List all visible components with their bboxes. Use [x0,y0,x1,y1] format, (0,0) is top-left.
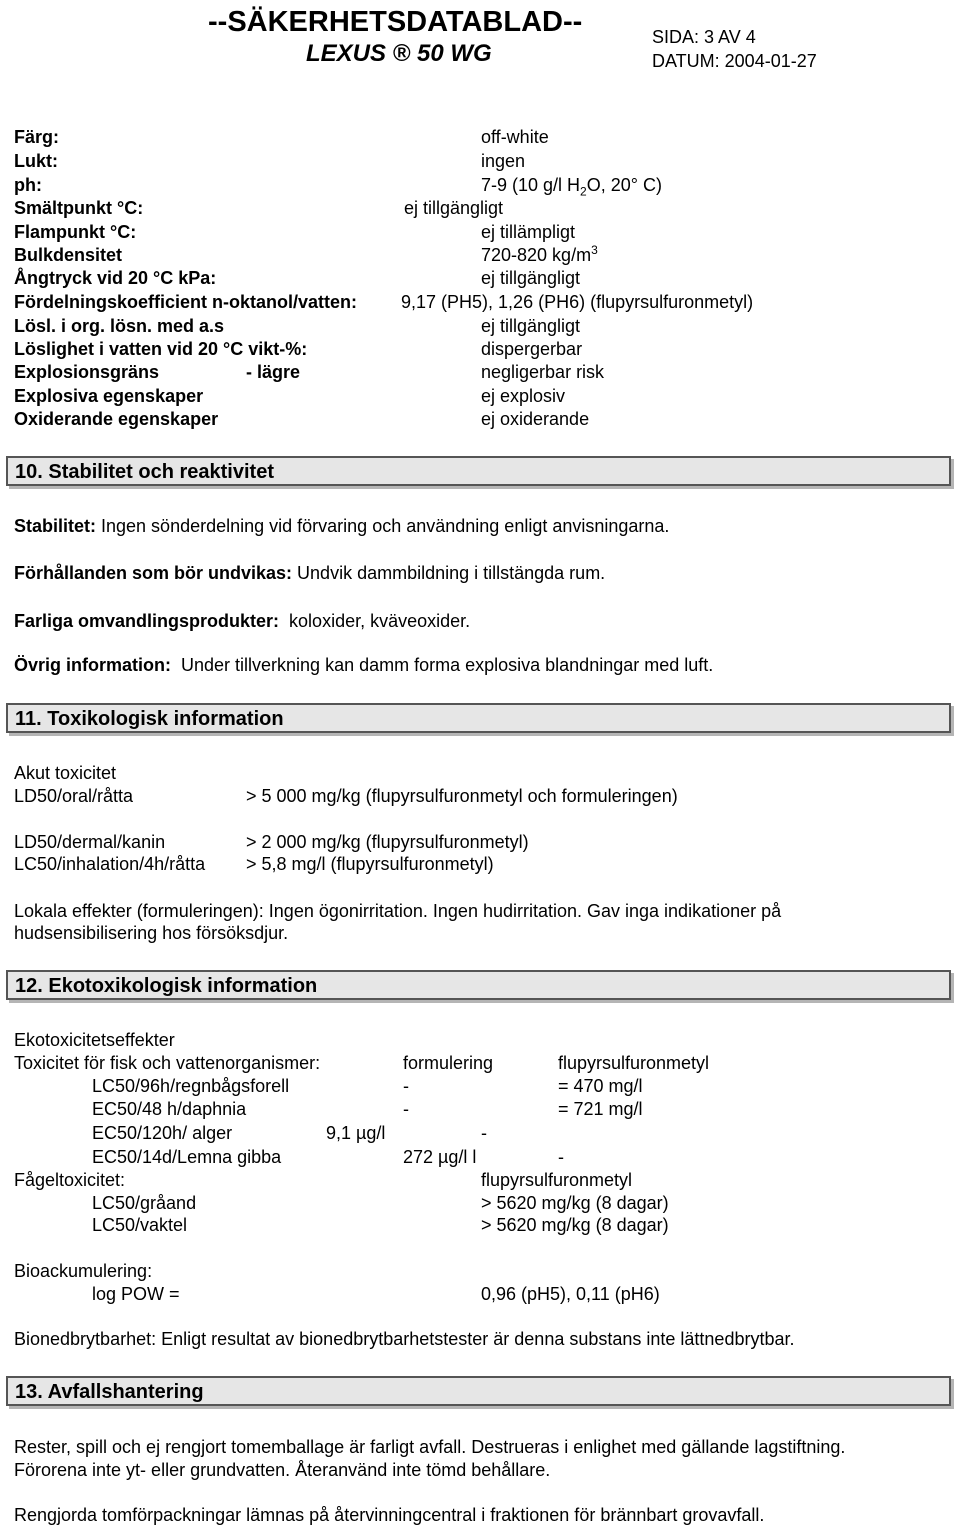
property-value: off-white [481,127,549,147]
property-value: ej tillgängligt [404,198,504,218]
tox-label: LD50/dermal/kanin [14,832,166,852]
property-label: Löslighet i vatten vid 20 °C vikt-%: [14,339,308,359]
property-label: ph: [14,175,42,195]
local-effects-line: Lokala effekter (formuleringen): Ingen ögonirritation. Ingen hudirritation. Gav inga indikationer på [14,901,782,921]
biodegradability-line: Bionedbrytbarhet: Enligt resultat av bionedbrytbarhetstester är denna substans inte lättnedbrytbar. [14,1329,795,1349]
property-value: 7-9 (10 g/l $H_2O$, 20° C) [481,175,662,199]
page-number: SIDA: 3 AV 4 [652,27,756,47]
bird-label: LC50/vaktel [92,1215,188,1235]
property-label: Explosiva egenskaper [14,386,204,406]
section-heading: 10. Stabilitet och reaktivitet [15,461,274,483]
section-11-header [6,703,951,733]
log-pow-label: log POW = [92,1284,180,1304]
property-value: negligerbar risk [481,362,605,382]
stability-line: Stabilitet: Ingen sönderdelning vid förvaring och användning enligt anvisningarna. [14,516,670,536]
property-label: Ångtryck vid 20 °C kPa: [14,268,217,288]
aquatic-formulation: 9,1 µg/l [326,1123,386,1143]
property-value: ingen [481,151,526,171]
conditions-to-avoid-line: Förhållanden som bör undvikas: Undvik dammbildning i tillstängda rum. [14,563,606,583]
aquatic-substance: = 721 mg/l [558,1099,643,1119]
fish-toxicity-label: Toxicitet för fisk och vattenorganismer: [14,1053,321,1073]
bird-value: > 5620 mg/kg (8 dagar) [481,1215,669,1235]
property-value: ej explosiv [481,386,566,406]
log-pow-value: 0,96 (pH5), 0,11 (pH6) [481,1284,660,1304]
property-label: Explosionsgräns [14,362,160,382]
aquatic-label: EC50/120h/ alger [92,1123,233,1143]
acute-toxicity-heading: Akut toxicitet [14,763,117,783]
tox-label: LD50/oral/råtta [14,786,134,806]
other-information-line: Övrig information: Under tillverkning kan damm forma explosiva blandningar med luft. [14,655,714,675]
property-label: Lukt: [14,151,58,171]
local-effects-line: hudsensibilisering hos försöksdjur. [14,923,289,943]
tox-value: > 2 000 mg/kg (flupyrsulfuronmetyl) [246,832,529,852]
column-header-formulation: formulering [403,1053,494,1073]
section-13-header [6,1376,951,1406]
column-header-substance: flupyrsulfuronmetyl [558,1053,710,1073]
bioaccumulation-label: Bioackumulering: [14,1261,153,1281]
hazardous-products-line: Farliga omvandlingsprodukter: koloxider, kväveoxider. [14,611,471,631]
property-label: Färg: [14,127,59,147]
property-value: 720-820 $kg/m^3$ [481,243,598,265]
property-value: ej tillämpligt [481,222,576,242]
aquatic-formulation: - [403,1099,409,1119]
aquatic-substance: = 470 mg/l [558,1076,643,1096]
section-heading: 13. Avfallshantering [15,1381,204,1403]
property-label: Lösl. i org. lösn. med a.s [14,316,225,336]
property-value: ej tillgängligt [481,268,581,288]
tox-label: LC50/inhalation/4h/råtta [14,854,206,874]
aquatic-substance: - [558,1147,564,1167]
bird-value: > 5620 mg/kg (8 dagar) [481,1193,669,1213]
product-name: LEXUS ® 50 WG [306,40,492,67]
document-title: --SÄKERHETSDATABLAD-- [208,6,583,38]
section-heading: 12. Ekotoxikologisk information [15,975,318,997]
section-10-header [6,456,951,486]
bird-toxicity-label: Fågeltoxicitet: [14,1170,126,1190]
tox-value: > 5,8 mg/l (flupyrsulfuronmetyl) [246,854,494,874]
aquatic-label: EC50/14d/Lemna gibba [92,1147,282,1167]
property-label-qualifier: - lägre [246,362,301,382]
section-heading: 11. Toxikologisk information [15,708,284,730]
property-label: Oxiderande egenskaper [14,409,219,429]
property-value: 9,17 (PH5), 1,26 (PH6) (flupyrsulfuronmetyl) [401,292,754,312]
ecotox-heading: Ekotoxicitetseffekter [14,1030,175,1050]
property-label: Smältpunkt °C: [14,198,144,218]
waste-line: Rengjorda tomförpackningar lämnas på återvinningcentral i fraktionen för brännbart grovavfall. [14,1505,765,1525]
waste-line: Rester, spill och ej rengjort tomemballage är farligt avfall. Destrueras i enlighet med gällande lagstiftning. [14,1437,846,1457]
bird-label: LC50/gråand [92,1193,197,1213]
aquatic-label: LC50/96h/regnbågsforell [92,1076,290,1096]
property-label: Flampunkt °C: [14,222,137,242]
section-12-header [6,970,951,1000]
waste-line: Förorena inte yt- eller grundvatten. Återanvänd inte tömd behållare. [14,1460,551,1480]
property-value: ej tillgängligt [481,316,581,336]
aquatic-substance: - [481,1123,487,1143]
tox-value: > 5 000 mg/kg (flupyrsulfuronmetyl och formuleringen) [246,786,678,806]
aquatic-label: EC50/48 h/daphnia [92,1099,247,1119]
document-date: DATUM: 2004-01-27 [652,51,817,71]
bird-column-header: flupyrsulfuronmetyl [481,1170,633,1190]
property-value: ej oxiderande [481,409,590,429]
aquatic-formulation: - [403,1076,409,1096]
property-value: dispergerbar [481,339,583,359]
aquatic-formulation: 272 µg/l l [403,1147,477,1167]
property-label: Fördelningskoefficient n-oktanol/vatten: [14,292,358,312]
property-label: Bulkdensitet [14,245,123,265]
